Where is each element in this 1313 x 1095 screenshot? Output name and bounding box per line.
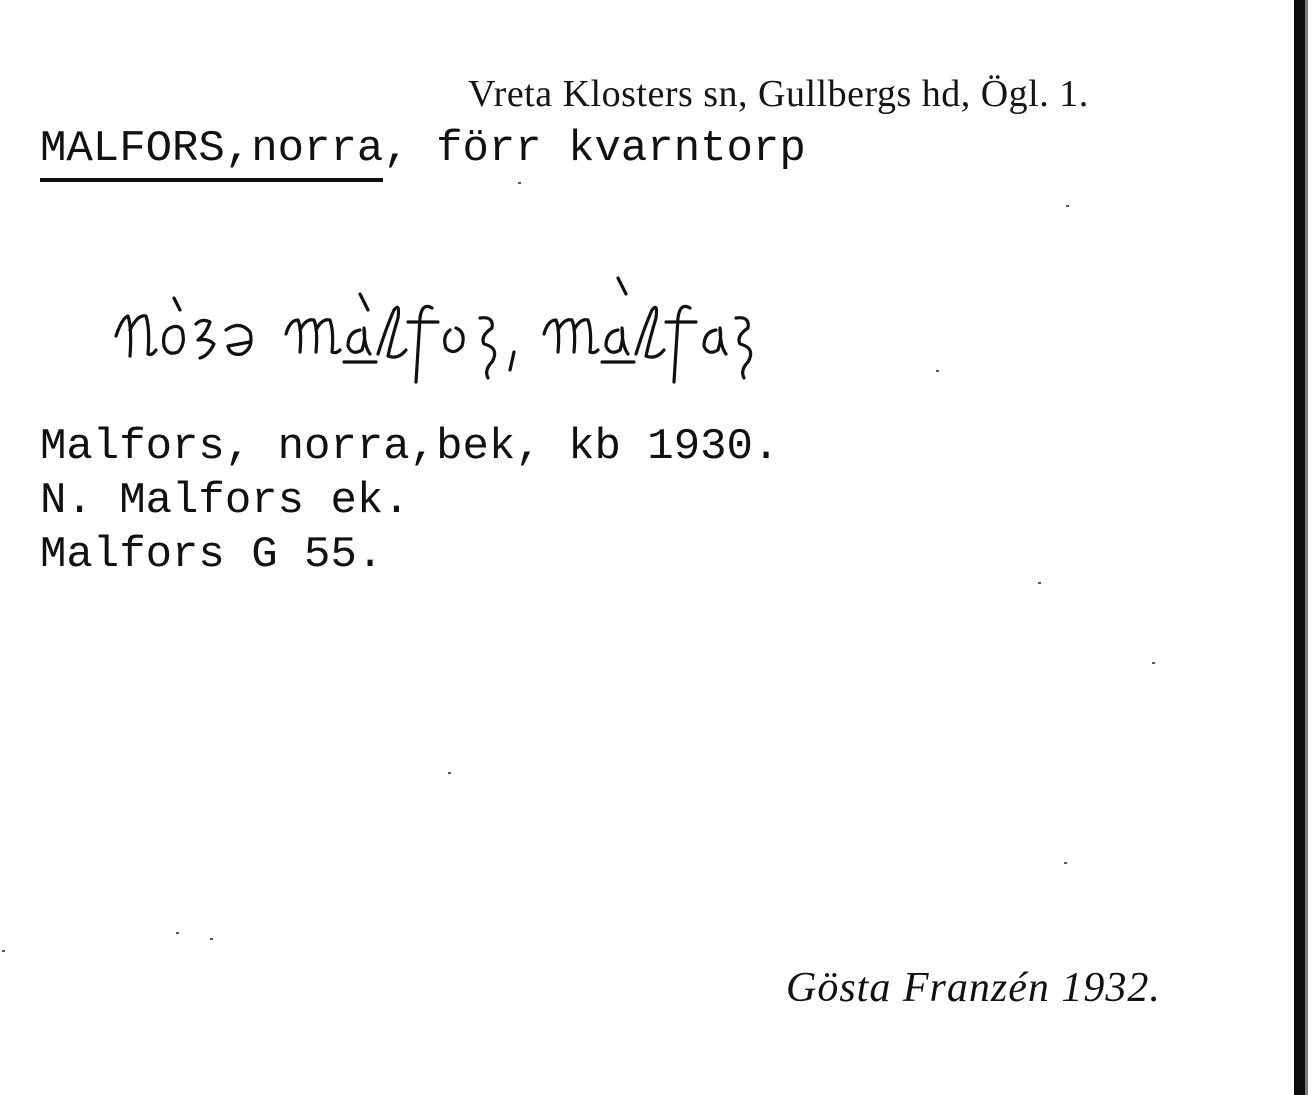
card-edge-shadow <box>1294 0 1305 1095</box>
scan-speck <box>936 370 939 372</box>
scan-speck <box>448 772 451 774</box>
source-line: N. Malfors ek. <box>40 476 410 526</box>
scan-speck <box>2 950 5 952</box>
card-edge-highlight <box>1305 0 1308 1095</box>
signature-line: Gösta Franzén 1932. <box>786 965 1161 1011</box>
handwritten-phonetic-transcription <box>108 258 888 398</box>
source-list <box>40 420 779 582</box>
place-name-note: , förr kvarntorp <box>383 124 806 174</box>
scan-speck <box>210 938 213 940</box>
scan-speck <box>1064 862 1067 864</box>
place-name-heading <box>40 124 806 174</box>
place-name: MALFORS,norra <box>40 124 383 182</box>
source-line: Malfors, norra,bek, kb 1930. <box>40 422 780 472</box>
scan-speck <box>1066 205 1069 207</box>
scan-speck <box>176 932 179 934</box>
phonetic-text: nòrə màlfoʂ, màlfaʂ <box>108 258 116 259</box>
parish-district-line: Vreta Klosters sn, Gullbergs hd, Ögl. 1. <box>468 73 1089 115</box>
scan-speck <box>1152 662 1155 664</box>
scan-speck <box>1038 582 1041 584</box>
scan-speck <box>518 182 521 184</box>
source-line: Malfors G 55. <box>40 530 384 580</box>
